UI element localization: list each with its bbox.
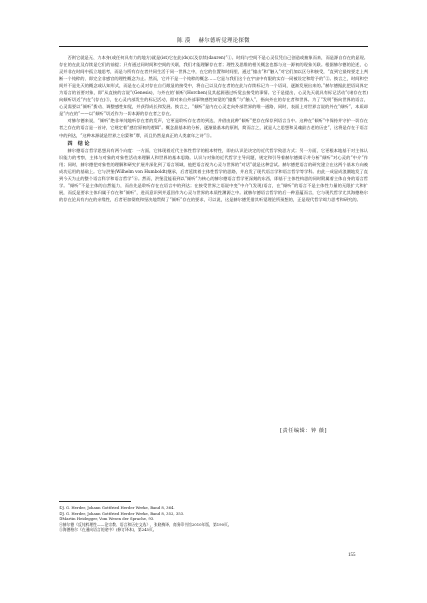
header-author: 陈 漠 xyxy=(177,38,191,44)
footnote: ②J. G. Herder, Johann Gottfried Herder Werke, Band 8, 352, 353. xyxy=(59,510,185,516)
section-title: 结 论 xyxy=(77,140,90,147)
footnote: ④赫尔德《反纯粹理性——论宗教、语言和历史文选》，张晓梅译，商务印书馆2010年版，第190页。 xyxy=(59,521,232,527)
footnote-rule xyxy=(59,501,131,502)
header-title: 赫尔德听觉理论探微 xyxy=(198,38,250,44)
footnote: ⑤海德格尔《在通向语言的途中》(修订译本)，第245页。 xyxy=(59,527,157,533)
footnote: ③Martin Heidegger, Vom Wesen der Sprache, 93. xyxy=(59,516,155,522)
header-rule xyxy=(59,46,368,47)
footnotes xyxy=(59,505,368,533)
footnote: ①J. G. Herder, Johann Gottfried Herder Werke, Band 8, 364. xyxy=(59,505,175,510)
paragraph: 赫尔德语言哲学思想具有两个向度：一方面，它体现着近代主体性哲学的根本特性，即由认识论决定的近代哲学致思方式；另一方面，它更根本地基于对主体认识能力的考察，主体与对象的对象性活动来理解人和世界的基本思路。认识与对象的近代哲学主导问题，规定和引导着赫尔德揭示并分析“倾听”对心灵的“中介”作用；同时，赫尔德把对象性的理解和研究扩展并深化到了语言领域，他把语言视为心灵与世界的“对话”就是这种尝试。赫尔德把语言的研究建立在这两个基本方向被成功运用的基础上。它与洪堡(Wilhelm von Humboldt)继承，后者延续着主体性哲学的思路，并启发了现代语言学和语言哲学等学科。由此一成显成浪潮地发了直到今天为止的整个语言科学和语言哲学”⑥。然而，洪堡没能看到以“倾听”为核心的赫尔德语言哲学更深刻的东西，即基于主体性构思的同时附属着主体自身的语言哲学。“倾听”不是主体的自然能力，而首先是聆听存在在语言中的到达；在接受世界之语说中变“中介”(发现)语言，在“倾听”的语言不是主体性力量的无限扩大和扩展，而反是要求主体归属于存在和“倾听”，进而意识到并返回作为心灵与世界的本质性渊源之中。就赫尔德语言哲学的后一种意蕴而言，它与现代哲学尤其海德格尔的存在论具有内在的亲缘性，后者更加彻底和坚决地贯彻了“倾听”存在的要求，可以说，这是赫尔德凭借其听觉理论所预想的，正是现代哲学竭力思考和研究的。 xyxy=(59,148,368,203)
page-number: 155 xyxy=(348,553,356,558)
section-heading xyxy=(59,141,368,148)
paragraph: 否则它就是无、力本身(或任何具有力的地方)就是(ist)它在此(ds)以及存续(dauren)”①。时间与空间不是心灵仅凭自己创造或抽象而来，而是源自存在的显现。存在的在此及存续是它们的前提；只有通过同时间和空间的关联，我们才能理解存在者；理性及思维的相关概念也都与这一源初的现象关联。根据赫尔德的论述，心灵并非在时间中孤立地思考，而是与所有存在者共同生活于同一世界之中，在它的位置和时间里，通过“撞击”和“触入”对它们加以区分和接受，“直到它最终要走上判断一个纯粹的、即完全非感官的理性概念为止。然而，它并不是一个纯粹的概念……它是与我们这个在宇宙中有限的实存一同被设定和给予的”②。换言之，时间和空间并不是先天的概念或认知形式，而是在心灵对存在自行敞显的接受中，将自己以及存在者的在此与存续标记为一个语词，逐渐发展出来的。”赫尔德据此把语词界定为语言的首要对象，即“从直接的言说”(Genesis)，与外在的‘倾听’(Horchen)及其起源通过听觉去接受的事情。它于是提出，心灵先天就具有标记活动”(诸存在者)向倾听切近“内在”(存在)⑤，在心灵内部发生的标记活动，即对来自外部事物感性知觉的“撞拨”与“触入”，指向外在的存在者和世界。为了“发明”指向世界的语言，心灵需要以“倾听”拨动、调整感性知觉，并获得成长和发展。换言之，“倾听”是内在心灵走向外部世界的唯一通路，同时，表面上对世界言说的外在“倾听”，本质却是“内在的”——以“倾听”切近作为一切本源的存在者之存在。 xyxy=(59,56,368,118)
paragraph: 对赫尔德来说，“倾听”绝非单纯地听存在者的发声，它更是聆听存在者的到达，并借由此种“倾听”把存在保存到语言当中。这种在“倾听”中保持并守护一切存在者之存在的语言是一首诗，它规定着“感官原初的逻辑”。概念最基本的分析，逐渐最基本的原则，简而言之，就是人之思想和灵魂最古老的历史”，这将是存在于语言中的到达，“这种本源就是世界之启蒙和“摩，而且仍然是真正的人类童年之诗”⑤。 xyxy=(59,119,368,139)
running-header xyxy=(0,36,427,44)
section-number: 四 xyxy=(67,140,73,147)
article-body xyxy=(59,55,368,204)
editor-credit: [责任编辑：钟 薇] xyxy=(280,428,328,434)
